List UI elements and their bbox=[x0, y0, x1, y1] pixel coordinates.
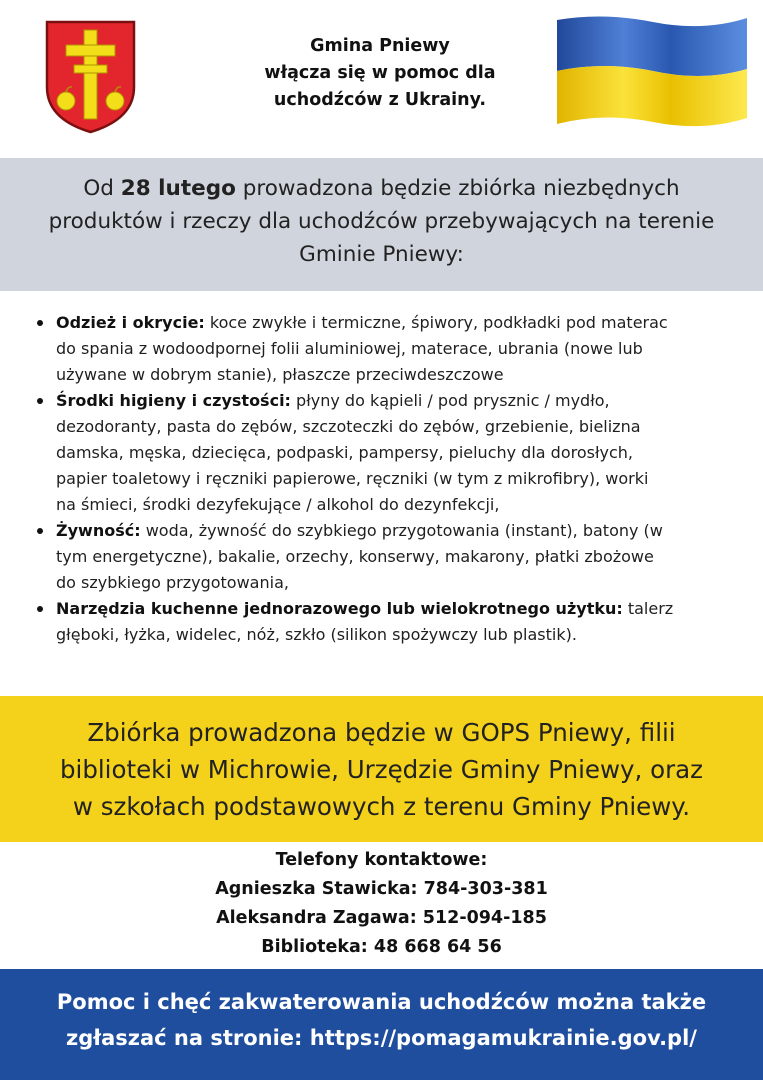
page-title bbox=[170, 33, 590, 114]
intro-line bbox=[20, 172, 743, 205]
ukraine-flag-icon bbox=[553, 14, 751, 128]
locations-line: Zbiórka prowadzona będzie w GOPS Pniewy, filii bbox=[87, 718, 676, 747]
list-item bbox=[20, 596, 736, 648]
item-label: Żywność: bbox=[56, 521, 141, 540]
item-text: koce zwykłe i termiczne, śpiwory, podkładki pod materac bbox=[204, 313, 668, 332]
locations-line: w szkołach podstawowych z terenu Gminy Pniewy. bbox=[72, 792, 691, 821]
item-text: płyny do kąpieli / pod prysznic / mydło, bbox=[290, 391, 610, 410]
item-text: używane w dobrym stanie), płaszcze przeciwdeszczowe bbox=[56, 365, 504, 384]
list-item bbox=[20, 388, 736, 518]
item-text: głęboki, łyżka, widelec, nóż, szkło (silikon spożywczy lub plastik). bbox=[56, 625, 577, 644]
list-item bbox=[20, 518, 736, 596]
contact-entry: Agnieszka Stawicka: 784-303-381 bbox=[215, 879, 548, 899]
item-text: dezodoranty, pasta do zębów, szczoteczki do zębów, grzebienie, bielizna bbox=[56, 417, 641, 436]
contact-entry: Aleksandra Zagawa: 512-094-185 bbox=[216, 908, 547, 928]
item-text: na śmieci, środki dezyfekujące / alkohol do dezynfekcji, bbox=[56, 495, 500, 514]
item-text: damska, męska, dziecięca, podpaski, pampersy, pieluchy dla dorosłych, bbox=[56, 443, 634, 462]
title-line: włącza się w pomoc dla bbox=[264, 63, 496, 83]
coat-of-arms-icon bbox=[44, 19, 137, 135]
header bbox=[0, 0, 763, 158]
title-line: Gmina Pniewy bbox=[310, 36, 450, 56]
intro-line: Gminie Pniewy: bbox=[299, 242, 464, 267]
item-text: papier toaletowy i ręczniki papierowe, ręczniki (w tym z mikrofibry), worki bbox=[56, 469, 649, 488]
item-label: Odzież i okrycie: bbox=[56, 313, 205, 332]
item-text: woda, żywność do szybkiego przygotowania (instant), batony (w bbox=[140, 521, 663, 540]
items-list bbox=[20, 310, 736, 648]
intro-line: produktów i rzeczy dla uchodźców przebywających na terenie bbox=[48, 209, 715, 234]
locations-line: biblioteki w Michrowie, Urzędzie Gminy Pniewy, oraz bbox=[59, 755, 704, 784]
footer-link-line[interactable]: zgłaszać na stronie: https://pomagamukrainie.gov.pl/ bbox=[66, 1026, 697, 1050]
intro-text-part: prowadzona będzie zbiórka niezbędnych bbox=[235, 176, 680, 201]
intro-text bbox=[20, 172, 743, 271]
footer-line: Pomoc i chęć zakwaterowania uchodźców można także bbox=[56, 990, 707, 1014]
intro-text-part: Od bbox=[83, 176, 121, 201]
contacts bbox=[120, 846, 643, 962]
item-text: talerz bbox=[622, 599, 674, 618]
contacts-heading: Telefony kontaktowe: bbox=[275, 850, 488, 870]
contact-entry: Biblioteka: 48 668 64 56 bbox=[261, 937, 502, 957]
item-text: do spania z wodoodpornej folii aluminiowej, materace, ubrania (nowe lub bbox=[56, 339, 643, 358]
item-label: Narzędzia kuchenne jednorazowego lub wielokrotnego użytku: bbox=[56, 599, 623, 618]
item-label: Środki higieny i czystości: bbox=[56, 391, 291, 410]
footer-text bbox=[0, 984, 763, 1056]
locations-text bbox=[10, 714, 753, 825]
item-text: tym energetyczne), bakalie, orzechy, konserwy, makarony, płatki zbożowe bbox=[56, 547, 654, 566]
title-line: uchodźców z Ukrainy. bbox=[273, 90, 487, 110]
list-item bbox=[20, 310, 736, 388]
item-text: do szybkiego przygotowania, bbox=[56, 573, 289, 592]
intro-date: 28 lutego bbox=[120, 176, 236, 201]
